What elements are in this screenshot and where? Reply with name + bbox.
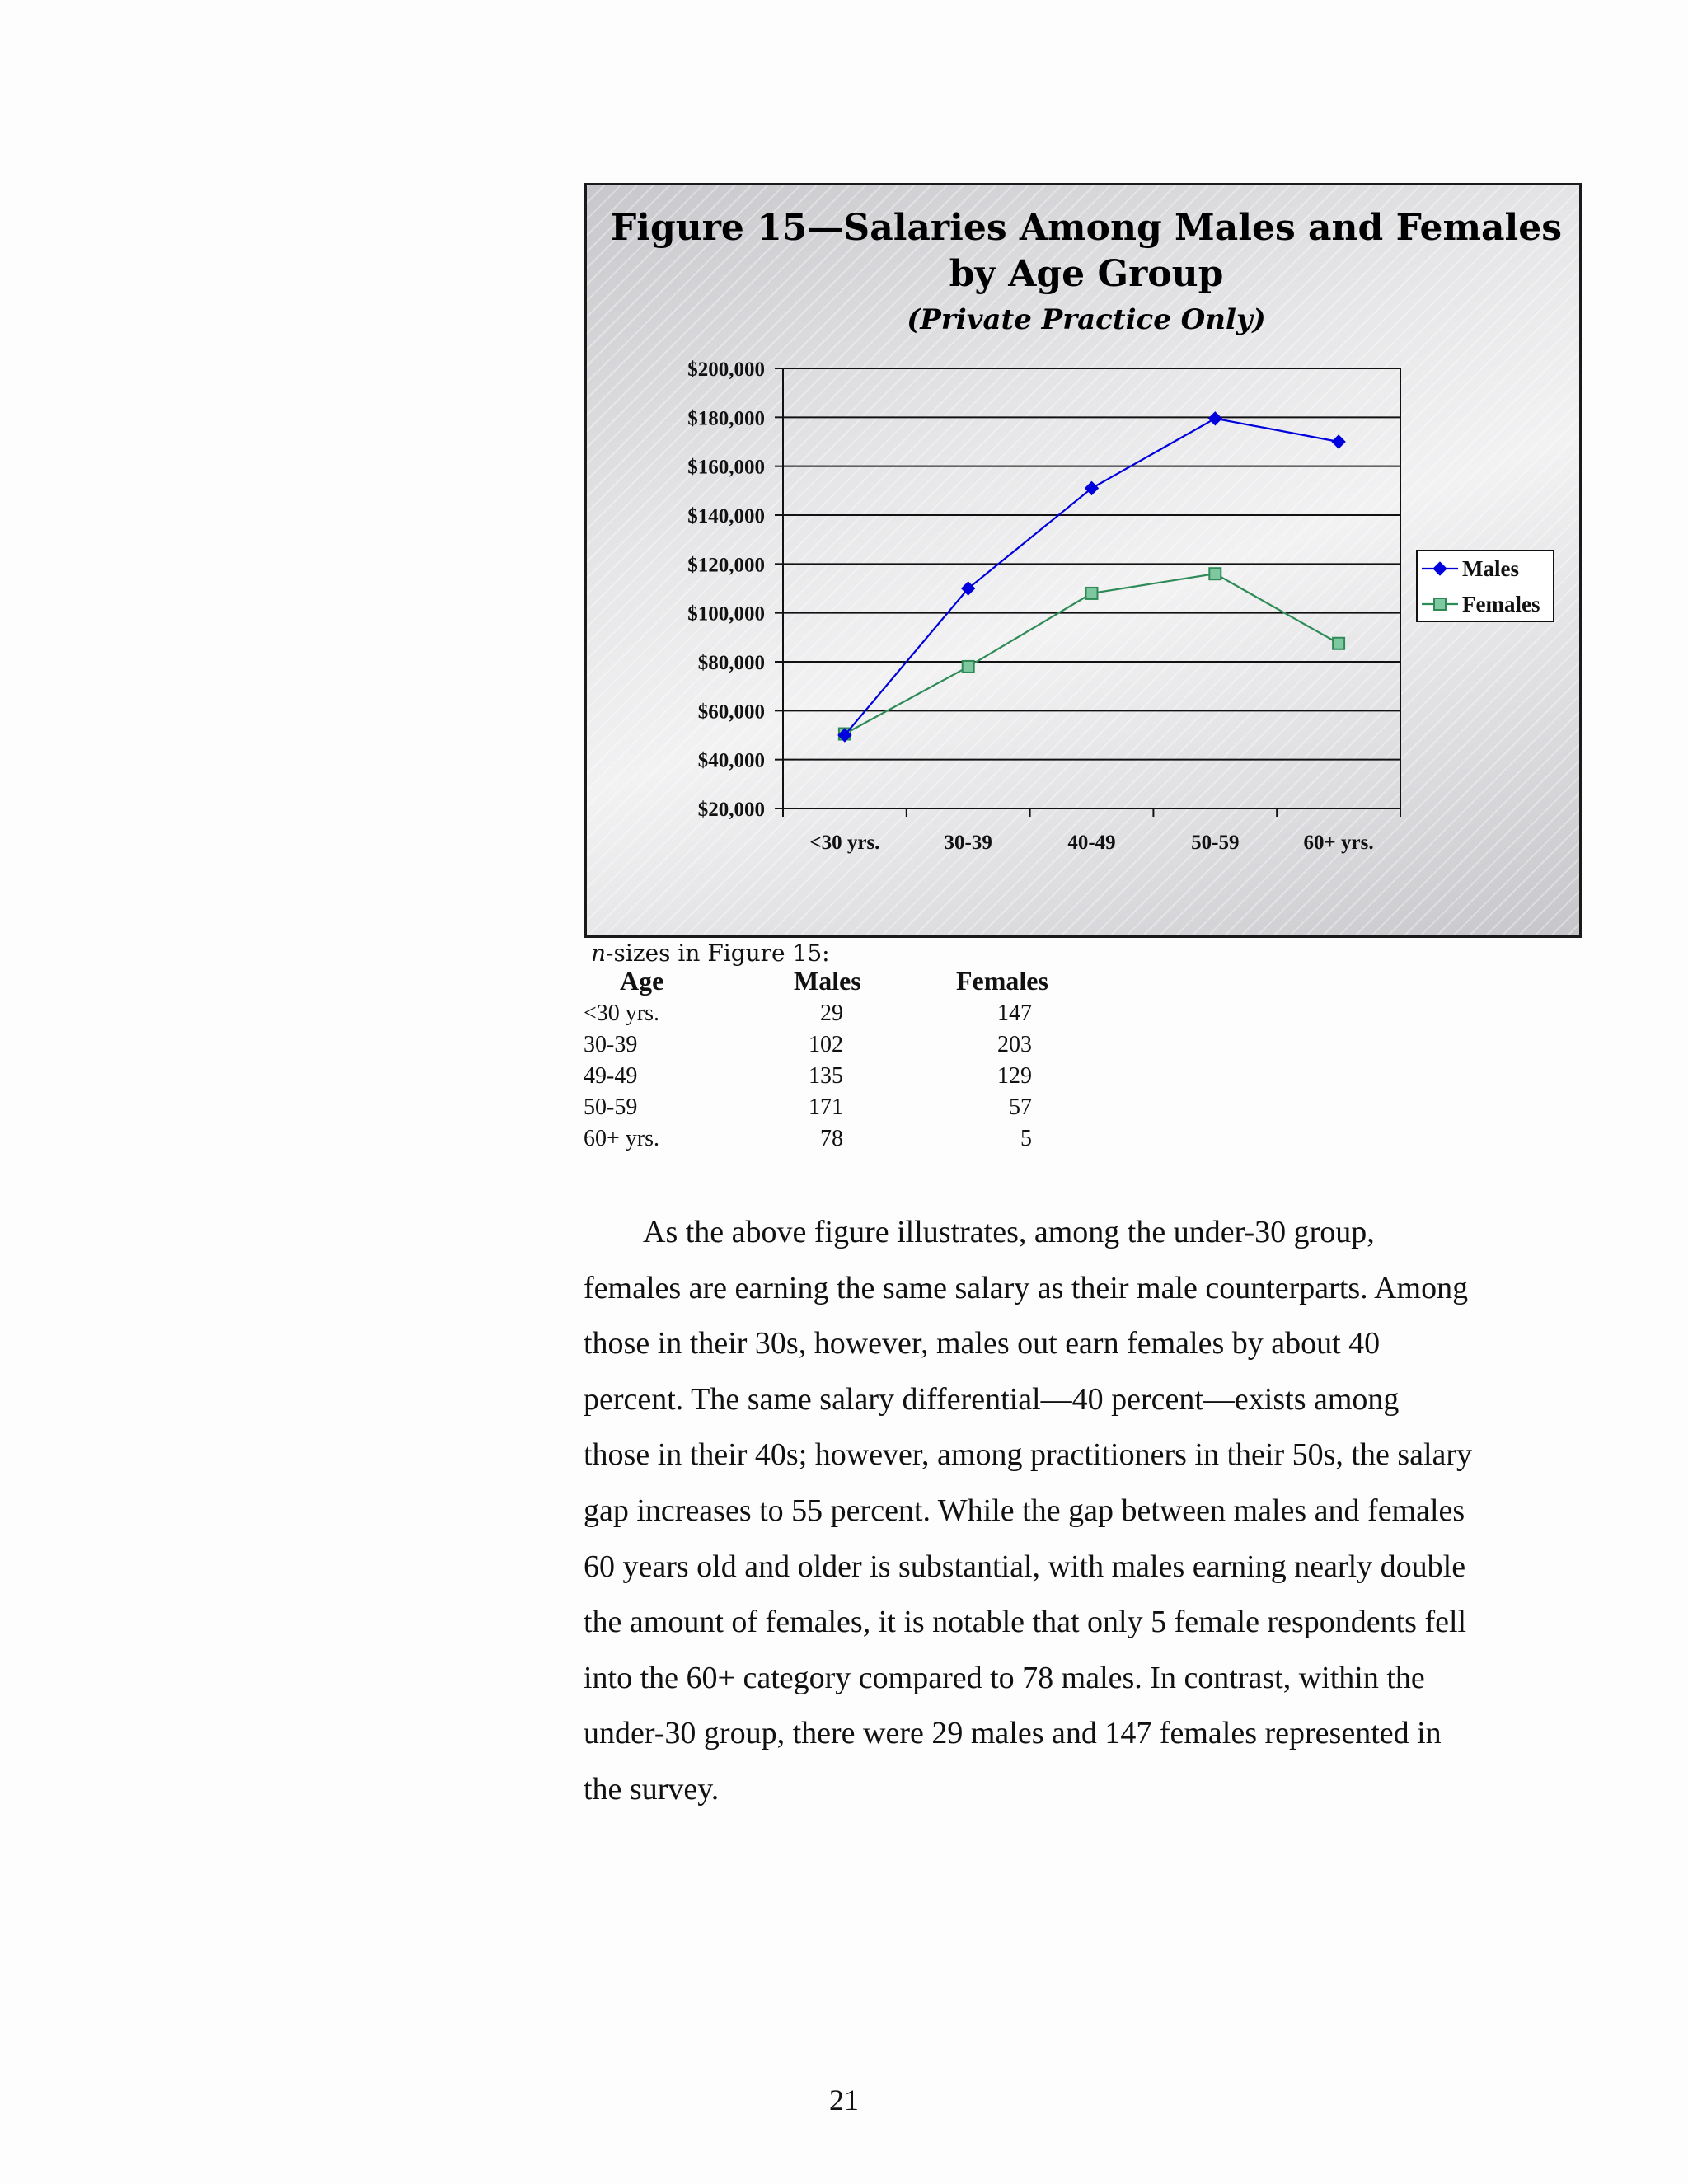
data-point-males: [1208, 412, 1221, 425]
nsize-header-males: Males: [794, 966, 861, 996]
paragraph-line: percent. The same salary differential—40 percent—exists among: [584, 1381, 1400, 1417]
nsize-age: <30 yrs.: [584, 1001, 660, 1026]
nsize-age: 30-39: [584, 1032, 638, 1057]
y-tick-label: $80,000: [697, 652, 765, 674]
y-tick-label: $140,000: [687, 505, 765, 527]
nsize-females: 203: [997, 1032, 1032, 1057]
y-tick-label: $20,000: [697, 799, 765, 821]
y-tick-label: $120,000: [687, 554, 765, 577]
y-tick-label: $60,000: [697, 701, 765, 724]
nsize-age: 49-49: [584, 1063, 638, 1089]
chart-svg: [587, 185, 1579, 935]
data-point-females: [963, 661, 974, 673]
paragraph-line: the amount of females, it is notable that only 5 female respondents fell: [584, 1605, 1467, 1640]
nsize-age: 60+ yrs.: [584, 1126, 660, 1151]
nsize-males: 102: [809, 1032, 843, 1057]
nsize-males: 135: [809, 1063, 843, 1089]
y-tick-label: $180,000: [687, 407, 765, 430]
plot-area: [687, 359, 1554, 854]
nsize-caption: [591, 940, 830, 967]
nsize-females: 57: [1009, 1094, 1032, 1120]
paragraph-line: females are earning the same salary as their male counterparts. Among: [584, 1270, 1469, 1305]
x-tick-label: 30-39: [944, 832, 992, 854]
y-tick-label: $100,000: [687, 602, 765, 626]
nsize-males: 171: [809, 1094, 843, 1120]
paragraph-line: the survey.: [584, 1771, 720, 1807]
body-paragraph: [584, 1205, 1515, 1818]
nsize-header-age: Age: [620, 966, 664, 996]
nsize-females: 129: [997, 1063, 1032, 1089]
x-tick-label: 40-49: [1067, 832, 1116, 854]
nsize-age: 50-59: [584, 1094, 638, 1120]
y-tick-label: $160,000: [687, 456, 765, 479]
x-tick-label: 60+ yrs.: [1303, 832, 1374, 854]
y-tick-label: $40,000: [697, 749, 765, 772]
nsize-caption-italic: n: [591, 940, 607, 967]
page-number: 21: [829, 2083, 859, 2116]
nsize-females: 5: [1020, 1126, 1032, 1151]
x-tick-label: 50-59: [1191, 832, 1240, 854]
paragraph-line: into the 60+ category compared to 78 males. In contrast, within the: [584, 1660, 1425, 1695]
nsize-row: [584, 1126, 1160, 1157]
chart-subtitle: (Private Practice Only): [907, 303, 1266, 336]
data-point-females: [1209, 568, 1221, 579]
figure-15-chart: [584, 183, 1582, 938]
nsize-row: [584, 1001, 1160, 1032]
paragraph-line: under-30 group, there were 29 males and 147 females represented in: [584, 1716, 1442, 1751]
legend-label-females: Females: [1462, 592, 1540, 616]
paragraph-line: those in their 30s, however, males out earn females by about 40: [584, 1326, 1381, 1361]
legend-marker-females: [1434, 598, 1446, 610]
nsize-row: [584, 1032, 1160, 1063]
nsize-header-row: [584, 966, 1160, 997]
data-point-females: [1333, 638, 1344, 649]
nsize-row: [584, 1094, 1160, 1126]
nsize-females: 147: [997, 1001, 1032, 1026]
nsize-males: 29: [820, 1001, 843, 1026]
x-tick-label: <30 yrs.: [809, 832, 880, 854]
chart-title-line-2: by Age Group: [949, 253, 1224, 295]
paragraph-line: those in their 40s; however, among practitioners in their 50s, the salary: [584, 1437, 1473, 1473]
nsize-males: 78: [820, 1126, 843, 1151]
data-point-females: [1086, 588, 1098, 599]
chart-title-line-1: Figure 15—Salaries Among Males and Females: [610, 207, 1563, 249]
paragraph-line: As the above figure illustrates, among the under-30 group,: [643, 1215, 1375, 1249]
nsize-caption-text: -sizes in Figure 15:: [606, 940, 830, 967]
nsize-header-females: Females: [956, 966, 1048, 996]
paragraph-line: gap increases to 55 percent. While the gap between males and females: [584, 1493, 1465, 1528]
nsize-row: [584, 1063, 1160, 1094]
legend-label-males: Males: [1462, 556, 1519, 581]
data-point-males: [1332, 435, 1345, 448]
paragraph-line: 60 years old and older is substantial, with males earning nearly double: [584, 1549, 1466, 1584]
y-tick-label: $200,000: [687, 359, 765, 381]
